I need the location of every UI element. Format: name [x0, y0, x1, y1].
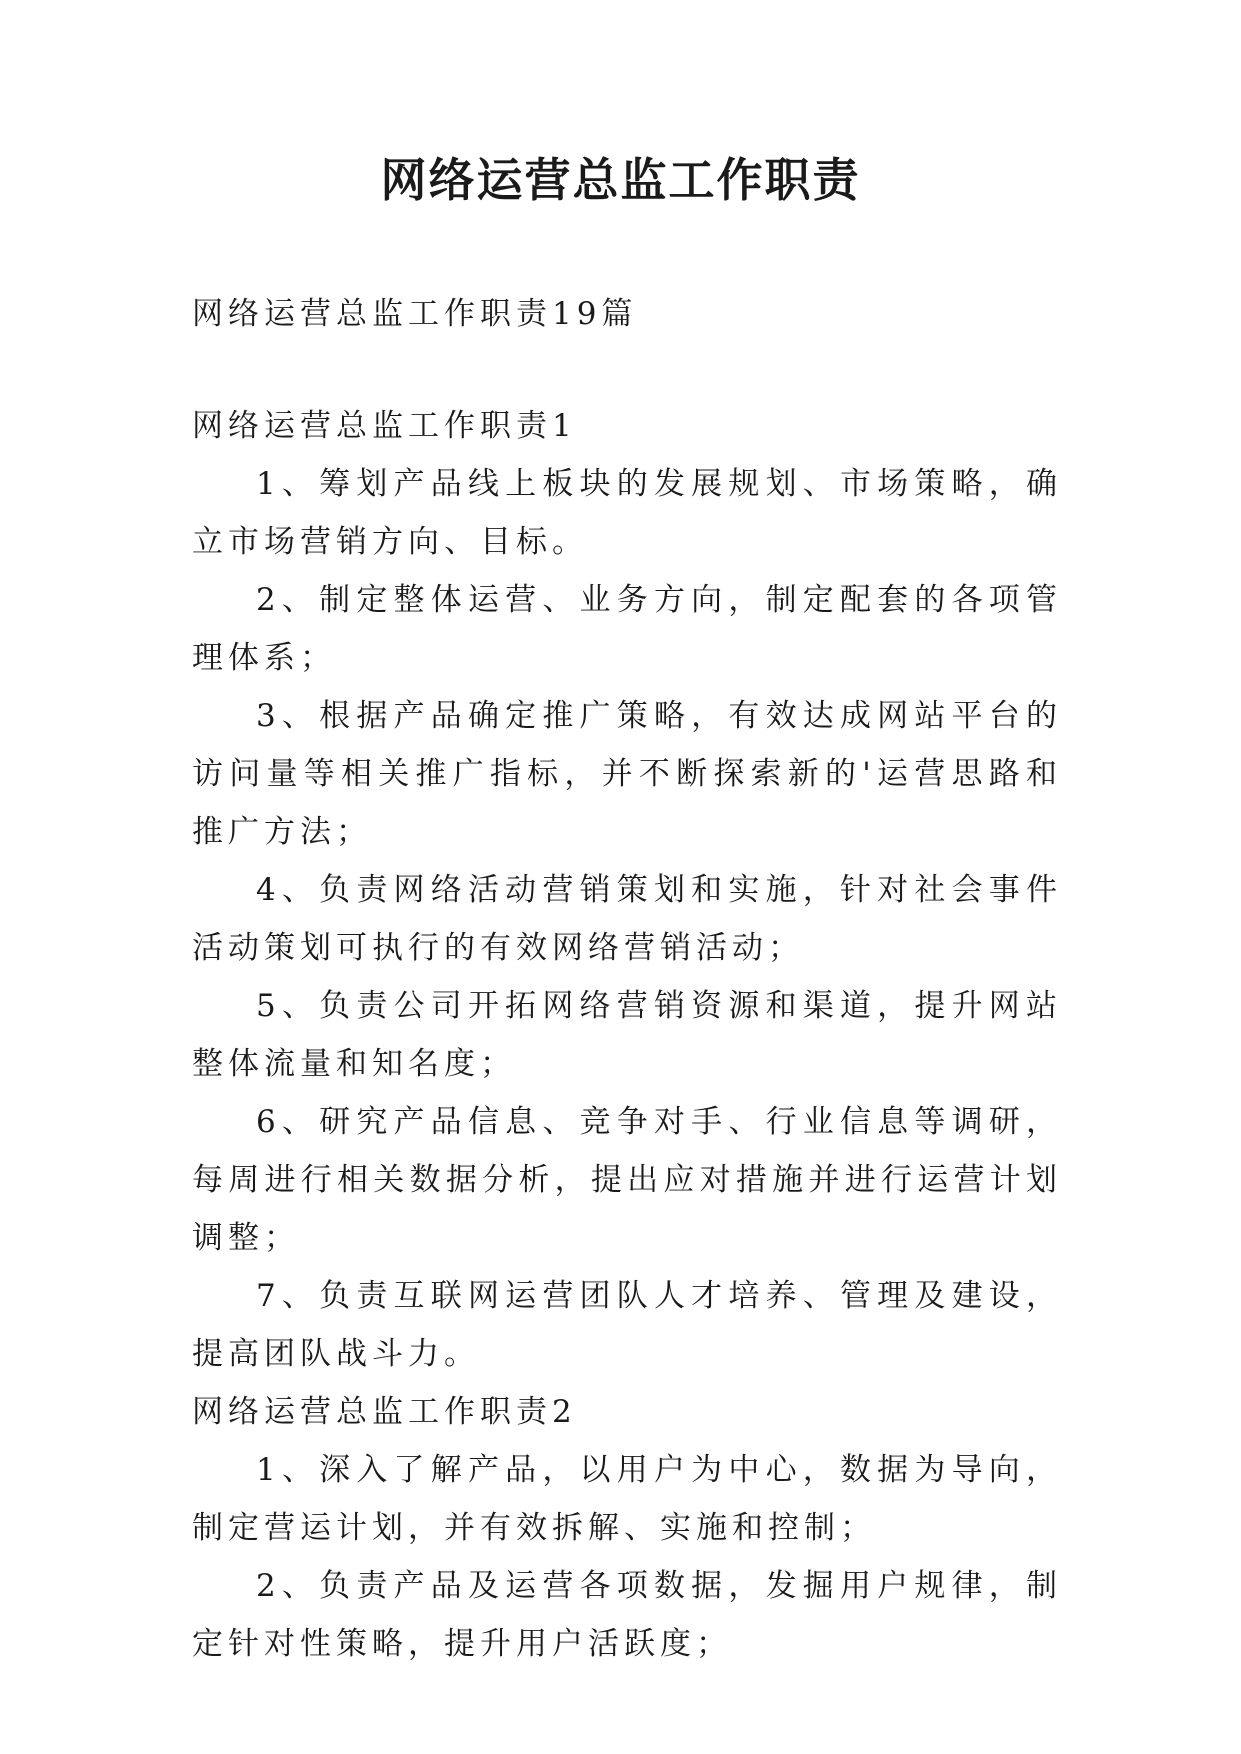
duty-item: 2、负责产品及运营各项数据，发掘用户规律，制定针对性策略，提升用户活跃度；	[192, 1568, 1062, 1662]
duty-item: 5、负责公司开拓网络营销资源和渠道，提升网站整体流量和知名度；	[192, 988, 1062, 1082]
duty-item: 1、深入了解产品，以用户为中心，数据为导向，制定营运计划，并有效拆解、实施和控制；	[192, 1452, 1062, 1546]
duty-item: 2、制定整体运营、业务方向，制定配套的各项管理体系；	[192, 582, 1062, 676]
duty-item: 6、研究产品信息、竞争对手、行业信息等调研，每周进行相关数据分析，提出应对措施并进行运营计划调整；	[192, 1104, 1062, 1256]
section-2	[192, 1383, 1062, 1673]
document-title: 网络运营总监工作职责	[380, 153, 861, 207]
duty-item: 7、负责互联网运营团队人才培养、管理及建设，提高团队战斗力。	[192, 1278, 1062, 1372]
document-subtitle: 网络运营总监工作职责19篇	[192, 296, 638, 332]
document-body	[192, 285, 1062, 1673]
duty-item: 3、根据产品确定推广策略，有效达成网站平台的访问量等相关推广指标，并不断探索新的'运营思路和推广方法；	[192, 698, 1062, 850]
duty-item: 1、筹划产品线上板块的发展规划、市场策略，确立市场营销方向、目标。	[192, 466, 1062, 560]
section-heading: 网络运营总监工作职责2	[192, 1394, 577, 1430]
duty-item: 4、负责网络活动营销策划和实施，针对社会事件活动策划可执行的有效网络营销活动；	[192, 872, 1062, 966]
section-1	[192, 397, 1062, 1383]
section-heading: 网络运营总监工作职责1	[192, 408, 577, 444]
